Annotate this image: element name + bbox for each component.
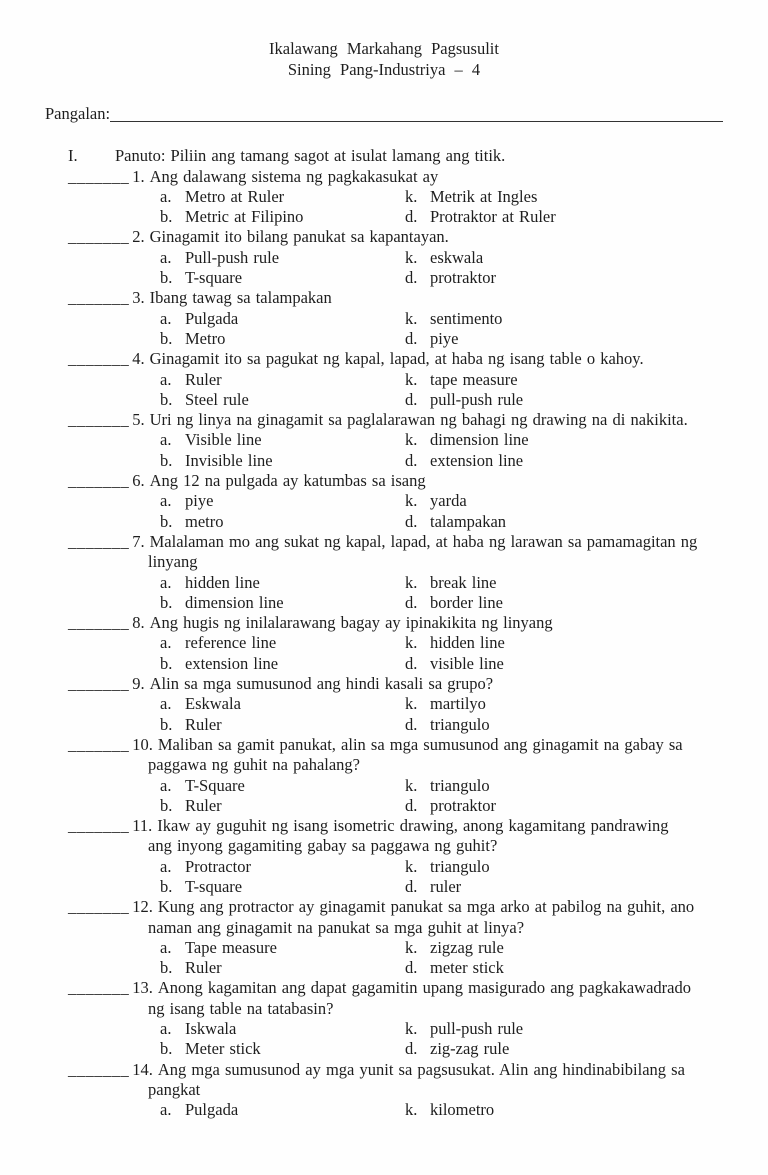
doc-subtitle: Sining Pang-Industriya – 4	[287, 60, 481, 79]
option-right	[405, 248, 740, 268]
option-right	[405, 694, 740, 714]
option-text: Pulgada	[185, 308, 239, 328]
option-text: Protraktor at Ruler	[430, 207, 556, 227]
option-text: T-square	[185, 876, 243, 896]
option-right	[405, 796, 740, 816]
option-row	[68, 309, 740, 329]
option-letter: k.	[405, 186, 418, 206]
option-right	[405, 512, 740, 532]
question-header	[68, 978, 740, 998]
option-right	[405, 491, 740, 511]
answer-blank: _______	[68, 613, 130, 633]
option-row	[68, 877, 740, 897]
question-item	[68, 471, 740, 532]
option-letter: b.	[160, 450, 173, 470]
option-row	[68, 370, 740, 390]
option-letter: d.	[405, 795, 418, 815]
option-letter: k.	[405, 308, 418, 328]
question-header	[68, 410, 740, 430]
option-letter: k.	[405, 856, 418, 876]
option-left	[160, 958, 405, 978]
option-letter: b.	[160, 653, 173, 673]
question-header	[68, 897, 740, 917]
option-left	[160, 694, 405, 714]
option-text: kilometro	[430, 1100, 495, 1120]
question-number: 9.	[132, 674, 145, 694]
option-left	[160, 309, 405, 329]
option-letter: b.	[160, 389, 173, 409]
option-letter: d.	[405, 958, 418, 978]
option-text: Ruler	[185, 795, 222, 815]
option-right	[405, 857, 740, 877]
question-list	[68, 167, 740, 1121]
option-letter: b.	[160, 592, 173, 612]
option-text: Metro at Ruler	[185, 186, 285, 206]
doc-title: Ikalawang Markahang Pagsusulit	[269, 39, 499, 58]
question-item	[68, 674, 740, 735]
answer-blank: _______	[68, 897, 130, 917]
question-item	[68, 532, 740, 613]
option-row	[68, 1019, 740, 1039]
option-text: Ruler	[185, 369, 222, 389]
option-letter: b.	[160, 795, 173, 815]
question-number: 11.	[132, 816, 153, 836]
question-header	[68, 349, 740, 369]
option-text: hidden line	[430, 633, 505, 653]
question-text: Kung ang protractor ay ginagamit panukat sa mga arko at pabilog na guhit, ano	[157, 897, 695, 917]
option-left	[160, 654, 405, 674]
question-item	[68, 349, 740, 410]
option-text: piye	[185, 491, 214, 511]
option-row	[68, 654, 740, 674]
section-heading	[68, 146, 740, 166]
option-text: Pull-push rule	[185, 247, 280, 267]
option-right	[405, 390, 740, 410]
option-letter: d.	[405, 1039, 418, 1059]
answer-blank: _______	[68, 410, 130, 430]
question-text-continuation: pangkat	[148, 1079, 201, 1099]
option-right	[405, 1039, 740, 1059]
name-blank-line	[110, 104, 723, 122]
question-number: 10.	[132, 734, 153, 754]
option-letter: b.	[160, 1039, 173, 1059]
document-header	[0, 0, 768, 80]
section-instructions: Panuto: Piliin ang tamang sagot at isulat lamang ang titik.	[115, 146, 506, 166]
question-header	[68, 227, 740, 247]
option-text: yarda	[430, 491, 467, 511]
option-letter: k.	[405, 572, 418, 592]
option-letter: k.	[405, 694, 418, 714]
question-text: Malalaman mo ang sukat ng kapal, lapad, at haba ng larawan sa pamamagitan ng	[149, 531, 698, 551]
option-text: metro	[185, 511, 224, 531]
option-right	[405, 309, 740, 329]
question-text-continuation: paggawa ng guhit na pahalang?	[148, 755, 361, 775]
question-item	[68, 816, 740, 897]
question-item	[68, 897, 740, 978]
option-text: pull-push rule	[430, 1019, 524, 1039]
option-row	[68, 248, 740, 268]
option-letter: k.	[405, 1019, 418, 1039]
option-left	[160, 1039, 405, 1059]
option-row	[68, 512, 740, 532]
question-item	[68, 288, 740, 349]
question-number: 8.	[132, 613, 145, 633]
option-letter: d.	[405, 876, 418, 896]
question-text: Ang dalawang sistema ng pagkakasukat ay	[149, 166, 439, 186]
option-letter: b.	[160, 328, 173, 348]
option-row	[68, 329, 740, 349]
option-text: Invisible line	[185, 450, 273, 470]
name-label: Pangalan:	[45, 104, 111, 123]
question-number: 3.	[132, 288, 145, 308]
option-letter: a.	[160, 937, 172, 957]
option-text: Pulgada	[185, 1100, 239, 1120]
option-letter: b.	[160, 511, 173, 531]
question-header	[68, 613, 740, 633]
option-text: zig-zag rule	[430, 1039, 510, 1059]
option-right	[405, 1019, 740, 1039]
question-text-continuation: ang inyong gagamiting gabay sa paggawa ng guhit?	[148, 836, 498, 856]
option-row	[68, 390, 740, 410]
option-right	[405, 715, 740, 735]
name-row	[45, 104, 723, 124]
option-left	[160, 1019, 405, 1039]
option-row	[68, 268, 740, 288]
option-right	[405, 938, 740, 958]
question-header	[68, 816, 740, 836]
option-left	[160, 512, 405, 532]
option-right	[405, 370, 740, 390]
option-left	[160, 633, 405, 653]
option-letter: d.	[405, 328, 418, 348]
option-text: Metro	[185, 328, 226, 348]
answer-blank: _______	[68, 288, 130, 308]
option-row	[68, 573, 740, 593]
option-letter: d.	[405, 268, 418, 288]
option-left	[160, 390, 405, 410]
option-left	[160, 451, 405, 471]
option-row	[68, 451, 740, 471]
option-letter: a.	[160, 775, 172, 795]
option-text: protraktor	[430, 795, 496, 815]
option-letter: a.	[160, 856, 172, 876]
option-text: extension line	[430, 450, 524, 470]
option-text: zigzag rule	[430, 937, 504, 957]
option-right	[405, 451, 740, 471]
option-right	[405, 207, 740, 227]
option-text: Ruler	[185, 714, 222, 734]
option-right	[405, 430, 740, 450]
question-text: Alin sa mga sumusunod ang hindi kasali sa grupo?	[149, 674, 494, 694]
question-item	[68, 167, 740, 228]
option-letter: a.	[160, 1100, 172, 1120]
option-letter: a.	[160, 430, 172, 450]
question-item	[68, 735, 740, 816]
option-letter: k.	[405, 369, 418, 389]
option-letter: b.	[160, 207, 173, 227]
question-text: Maliban sa gamit panukat, alin sa mga sumusunod ang ginagamit na gabay sa	[157, 734, 683, 754]
option-row	[68, 857, 740, 877]
option-right	[405, 1100, 740, 1120]
option-text: pull-push rule	[430, 389, 524, 409]
option-left	[160, 430, 405, 450]
answer-blank: _______	[68, 349, 130, 369]
option-text: Iskwala	[185, 1019, 237, 1039]
question-text: Ang hugis ng inilalarawang bagay ay ipinakikita ng linyang	[149, 613, 553, 633]
option-left	[160, 877, 405, 897]
option-right	[405, 593, 740, 613]
answer-blank: _______	[68, 816, 130, 836]
option-letter: a.	[160, 491, 172, 511]
option-text: protraktor	[430, 268, 496, 288]
option-left	[160, 248, 405, 268]
option-row	[68, 958, 740, 978]
option-text: ruler	[430, 876, 462, 896]
option-text: Metric at Filipino	[185, 207, 304, 227]
question-header	[68, 471, 740, 491]
option-text: Ruler	[185, 958, 222, 978]
option-letter: k.	[405, 491, 418, 511]
option-text: triangulo	[430, 714, 490, 734]
option-text: Metrik at Ingles	[430, 186, 538, 206]
option-text: visible line	[430, 653, 504, 673]
answer-blank: _______	[68, 227, 130, 247]
option-letter: b.	[160, 958, 173, 978]
question-text: Ang 12 na pulgada ay katumbas sa isang	[149, 471, 426, 491]
option-letter: k.	[405, 937, 418, 957]
option-left	[160, 370, 405, 390]
option-text: Tape measure	[185, 937, 277, 957]
option-row	[68, 1039, 740, 1059]
option-text: reference line	[185, 633, 277, 653]
option-row	[68, 1100, 740, 1120]
answer-blank: _______	[68, 978, 130, 998]
answer-blank: _______	[68, 674, 130, 694]
option-text: Meter stick	[185, 1039, 261, 1059]
option-text: T-Square	[185, 775, 245, 795]
option-row	[68, 938, 740, 958]
option-row	[68, 694, 740, 714]
option-text: triangulo	[430, 775, 490, 795]
option-left	[160, 207, 405, 227]
option-left	[160, 1100, 405, 1120]
option-letter: b.	[160, 876, 173, 896]
option-left	[160, 715, 405, 735]
option-text: Steel rule	[185, 389, 249, 409]
option-text: eskwala	[430, 247, 484, 267]
option-letter: a.	[160, 572, 172, 592]
option-row	[68, 633, 740, 653]
option-text: meter stick	[430, 958, 504, 978]
option-text: dimension line	[430, 430, 529, 450]
option-row	[68, 593, 740, 613]
question-text: Ikaw ay guguhit ng isang isometric drawing, anong kagamitang pandrawing	[157, 816, 669, 836]
option-letter: b.	[160, 714, 173, 734]
option-text: sentimento	[430, 308, 503, 328]
option-text: hidden line	[185, 572, 260, 592]
option-right	[405, 877, 740, 897]
question-header	[68, 532, 740, 552]
option-letter: d.	[405, 653, 418, 673]
question-number: 13.	[132, 978, 153, 998]
option-letter: a.	[160, 694, 172, 714]
question-text-continuation: ng isang table na tatabasin?	[148, 998, 334, 1018]
option-right	[405, 268, 740, 288]
option-letter: a.	[160, 308, 172, 328]
option-letter: d.	[405, 511, 418, 531]
question-text: Ginagamit ito bilang panukat sa kapantayan.	[149, 227, 449, 247]
question-number: 14.	[132, 1059, 153, 1079]
option-left	[160, 329, 405, 349]
question-text: Ginagamit ito sa pagukat ng kapal, lapad, at haba ng isang table o kahoy.	[149, 349, 644, 369]
option-right	[405, 958, 740, 978]
option-row	[68, 430, 740, 450]
question-number: 5.	[132, 410, 145, 430]
question-number: 7.	[132, 531, 145, 551]
option-row	[68, 776, 740, 796]
question-item	[68, 978, 740, 1059]
option-text: talampakan	[430, 511, 507, 531]
question-header	[68, 674, 740, 694]
answer-blank: _______	[68, 734, 130, 754]
question-header	[68, 167, 740, 187]
question-number: 1.	[132, 166, 145, 186]
question-text: Anong kagamitan ang dapat gagamitin upang masigurado ang pagkakawadrado	[157, 978, 691, 998]
option-left	[160, 857, 405, 877]
question-text-continuation: naman ang ginagamit na panukat sa mga guhit at linya?	[148, 917, 525, 937]
option-letter: b.	[160, 268, 173, 288]
option-letter: a.	[160, 247, 172, 267]
option-row	[68, 715, 740, 735]
option-text: tape measure	[430, 369, 518, 389]
option-letter: a.	[160, 1019, 172, 1039]
question-item	[68, 410, 740, 471]
question-number: 4.	[132, 349, 145, 369]
option-left	[160, 187, 405, 207]
option-left	[160, 593, 405, 613]
option-right	[405, 329, 740, 349]
option-row	[68, 207, 740, 227]
question-text-continuation: linyang	[148, 552, 198, 572]
option-letter: d.	[405, 450, 418, 470]
option-left	[160, 573, 405, 593]
option-right	[405, 633, 740, 653]
option-letter: a.	[160, 633, 172, 653]
option-letter: d.	[405, 714, 418, 734]
option-text: martilyo	[430, 694, 486, 714]
question-item	[68, 1060, 740, 1121]
option-letter: a.	[160, 186, 172, 206]
option-letter: k.	[405, 247, 418, 267]
question-number: 6.	[132, 471, 145, 491]
question-header	[68, 288, 740, 308]
question-item	[68, 227, 740, 288]
option-left	[160, 796, 405, 816]
option-letter: d.	[405, 207, 418, 227]
option-right	[405, 187, 740, 207]
answer-blank: _______	[68, 1059, 130, 1079]
option-text: border line	[430, 592, 503, 612]
question-item	[68, 613, 740, 674]
answer-blank: _______	[68, 531, 130, 551]
option-row	[68, 491, 740, 511]
option-text: Protractor	[185, 856, 251, 876]
option-letter: d.	[405, 592, 418, 612]
option-letter: d.	[405, 389, 418, 409]
question-number: 12.	[132, 897, 153, 917]
option-text: dimension line	[185, 592, 284, 612]
option-left	[160, 268, 405, 288]
section-numeral: I.	[68, 146, 78, 166]
question-header	[68, 735, 740, 755]
option-letter: k.	[405, 1100, 418, 1120]
option-row	[68, 796, 740, 816]
option-text: break line	[430, 572, 497, 592]
question-number: 2.	[132, 227, 145, 247]
option-left	[160, 938, 405, 958]
option-right	[405, 776, 740, 796]
question-text: Ibang tawag sa talampakan	[149, 288, 332, 308]
option-text: piye	[430, 328, 459, 348]
option-right	[405, 573, 740, 593]
option-text: extension line	[185, 653, 279, 673]
option-letter: a.	[160, 369, 172, 389]
test-body	[68, 146, 740, 1120]
question-text: Uri ng linya na ginagamit sa paglalarawan ng bahagi ng drawing na di nakikita.	[149, 410, 688, 430]
option-text: triangulo	[430, 856, 490, 876]
answer-blank: _______	[68, 166, 130, 186]
question-header	[68, 1060, 740, 1080]
answer-blank: _______	[68, 471, 130, 491]
question-text: Ang mga sumusunod ay mga yunit sa pagsusukat. Alin ang hindinabibilang sa	[157, 1059, 685, 1079]
option-row	[68, 187, 740, 207]
option-letter: k.	[405, 775, 418, 795]
option-text: T-square	[185, 268, 243, 288]
option-left	[160, 491, 405, 511]
option-letter: k.	[405, 633, 418, 653]
option-right	[405, 654, 740, 674]
option-left	[160, 776, 405, 796]
option-text: Eskwala	[185, 694, 241, 714]
option-text: Visible line	[185, 430, 262, 450]
option-letter: k.	[405, 430, 418, 450]
